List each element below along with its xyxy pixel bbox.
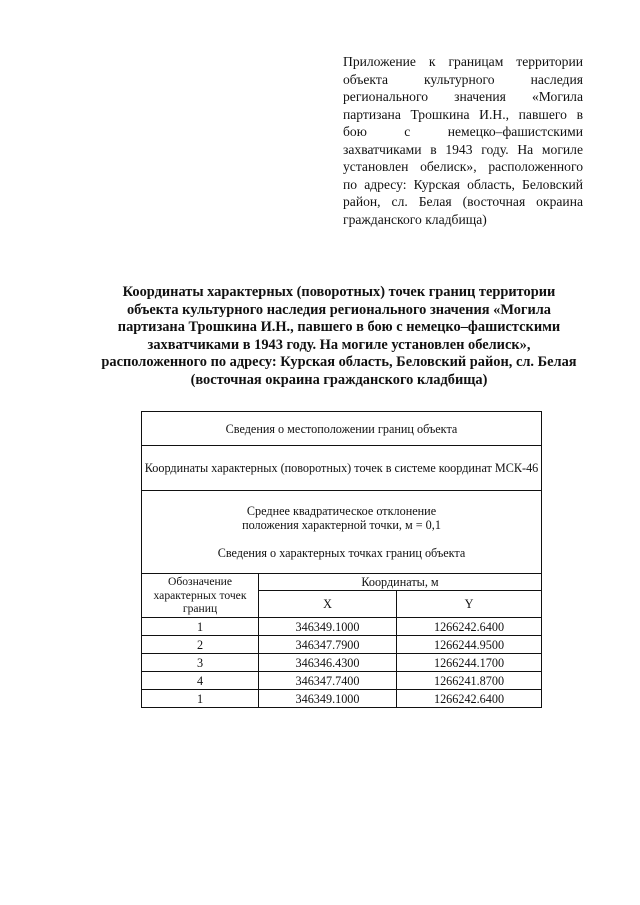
point-x: 346347.7900: [259, 636, 397, 654]
designation-header: Обозначение характерных точек границ: [142, 574, 259, 618]
deviation-cell: [142, 491, 542, 574]
point-id: 1: [142, 618, 259, 636]
table-row: [142, 618, 542, 636]
y-header: Y: [397, 591, 542, 618]
coordinates-header: Координаты, м: [259, 574, 542, 591]
x-header: X: [259, 591, 397, 618]
table-row: [142, 491, 542, 574]
document-heading: Координаты характерных (поворотных) точек границ территории объекта культурного наследия регионального значения «Могила партизана Трошкина И.Н., павшего в бою с немецко–фашистскими захватчиками в 1943 году. На могиле установлен обелиск», расположенного по адресу: Курская область, Беловский район, сл. Белая (восточная окраина гражданского кладбища): [101, 284, 577, 388]
table-row: [142, 412, 542, 446]
table-row: [142, 690, 542, 708]
point-id: 3: [142, 654, 259, 672]
deviation-line-2: положения характерной точки, м = 0,1: [242, 518, 441, 532]
coordinates-table: [141, 411, 542, 708]
point-x: 346346.4300: [259, 654, 397, 672]
table-row: [142, 654, 542, 672]
table-row: [142, 636, 542, 654]
point-id: 2: [142, 636, 259, 654]
spacer: [144, 532, 539, 546]
point-y: 1266241.8700: [397, 672, 542, 690]
point-id: 1: [142, 690, 259, 708]
point-y: 1266244.9500: [397, 636, 542, 654]
point-x: 346349.1000: [259, 690, 397, 708]
point-y: 1266244.1700: [397, 654, 542, 672]
point-id: 4: [142, 672, 259, 690]
point-x: 346347.7400: [259, 672, 397, 690]
table-row: [142, 672, 542, 690]
table-header-row: [142, 574, 542, 591]
point-y: 1266242.6400: [397, 690, 542, 708]
deviation-line-1: Среднее квадратическое отклонение: [246, 504, 437, 518]
table-row: [142, 446, 542, 491]
points-info-title: Сведения о характерных точках границ объекта: [217, 546, 466, 560]
point-y: 1266242.6400: [397, 618, 542, 636]
info-title-cell: Сведения о местоположении границ объекта: [142, 412, 542, 446]
coordinate-system-cell: Координаты характерных (поворотных) точек в системе координат МСК-46: [142, 446, 542, 491]
point-x: 346349.1000: [259, 618, 397, 636]
appendix-note: Приложение к границам территории объекта культурного наследия регионального значения «Могила партизана Трошкина И.Н., павшего в бою с немецко–фашистскими захватчиками в 1943 году. На могиле установлен обелиск», расположенного по адресу: Курская область, Беловский район, сл. Белая (восточная окраина гражданского кладбища): [343, 54, 583, 227]
